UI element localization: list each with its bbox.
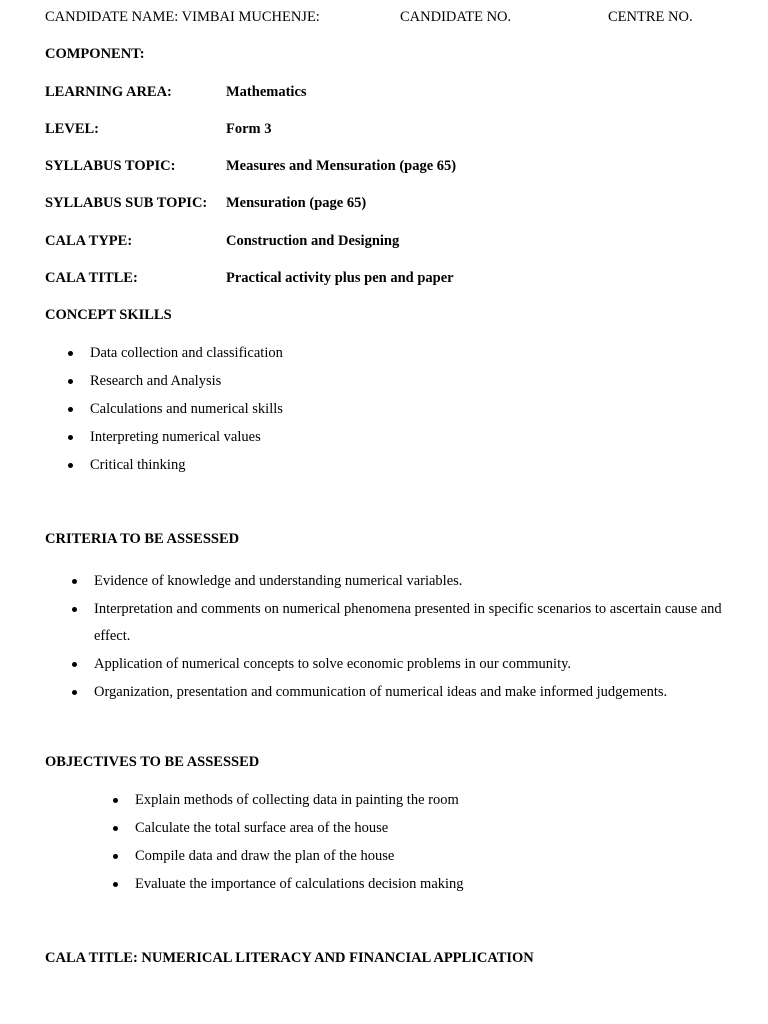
bullet-icon <box>72 690 77 695</box>
list-item <box>135 791 464 819</box>
syllabus-topic-value: Measures and Mensuration (page 65) <box>226 158 457 174</box>
list-item <box>135 847 464 875</box>
cala-type-label: CALA TYPE: <box>45 233 133 249</box>
list-item <box>90 372 283 400</box>
list-item <box>90 400 283 428</box>
list-item-text: Compile data and draw the plan of the house <box>135 848 395 864</box>
objectives-list <box>135 791 464 903</box>
list-item-text: Organization, presentation and communication of numerical ideas and make informed judgements. <box>94 684 668 700</box>
list-item <box>135 875 464 903</box>
syllabus-sub-topic-value: Mensuration (page 65) <box>226 195 367 211</box>
bullet-icon <box>113 854 118 859</box>
cala-title-footer: CALA TITLE: NUMERICAL LITERACY AND FINANCIAL APPLICATION <box>45 950 534 966</box>
concept-skills-list <box>90 344 283 484</box>
list-item-text: Calculate the total surface area of the house <box>135 820 389 836</box>
bullet-icon <box>113 882 118 887</box>
cala-type-value: Construction and Designing <box>226 233 400 249</box>
criteria-list <box>94 568 734 707</box>
syllabus-sub-topic-label: SYLLABUS SUB TOPIC: <box>45 195 208 211</box>
cala-title-label: CALA TITLE: <box>45 270 138 286</box>
list-item <box>90 456 283 484</box>
bullet-icon <box>113 798 118 803</box>
bullet-icon <box>72 579 77 584</box>
list-item-text: Data collection and classification <box>90 345 283 361</box>
list-item <box>94 651 734 678</box>
level-value: Form 3 <box>226 121 272 137</box>
concept-skills-heading: CONCEPT SKILLS <box>45 307 172 323</box>
bullet-icon <box>68 463 73 468</box>
list-item <box>94 568 734 595</box>
bullet-icon <box>68 435 73 440</box>
bullet-icon <box>68 379 73 384</box>
list-item <box>90 428 283 456</box>
list-item-text: Evidence of knowledge and understanding numerical variables. <box>94 573 463 589</box>
objectives-heading: OBJECTIVES TO BE ASSESSED <box>45 754 260 770</box>
list-item <box>135 819 464 847</box>
list-item-text: Interpreting numerical values <box>90 429 261 445</box>
list-item-text: Application of numerical concepts to solve economic problems in our community. <box>94 656 572 672</box>
bullet-icon <box>68 351 73 356</box>
candidate-name: CANDIDATE NAME: VIMBAI MUCHENJE: <box>45 9 320 25</box>
list-item-text: Calculations and numerical skills <box>90 401 283 417</box>
level-label: LEVEL: <box>45 121 99 137</box>
bullet-icon <box>72 607 77 612</box>
syllabus-topic-label: SYLLABUS TOPIC: <box>45 158 176 174</box>
bullet-icon <box>72 662 77 667</box>
list-item <box>90 344 283 372</box>
list-item-text: Explain methods of collecting data in painting the room <box>135 792 459 808</box>
list-item-text: Research and Analysis <box>90 373 222 389</box>
candidate-number-label: CANDIDATE NO. <box>400 9 512 25</box>
list-item-text: Critical thinking <box>90 457 186 473</box>
list-item-text: Interpretation and comments on numerical phenomena presented in specific scenarios to ascertain cause and effect. <box>94 601 722 644</box>
component-label: COMPONENT: <box>45 46 145 62</box>
list-item-text: Evaluate the importance of calculations decision making <box>135 876 464 892</box>
bullet-icon <box>113 826 118 831</box>
bullet-icon <box>68 407 73 412</box>
learning-area-label: LEARNING AREA: <box>45 84 172 100</box>
criteria-heading: CRITERIA TO BE ASSESSED <box>45 531 240 547</box>
list-item <box>94 596 734 650</box>
cala-title-value: Practical activity plus pen and paper <box>226 270 454 286</box>
learning-area-value: Mathematics <box>226 84 307 100</box>
list-item <box>94 679 734 706</box>
centre-number-label: CENTRE NO. <box>608 9 693 25</box>
